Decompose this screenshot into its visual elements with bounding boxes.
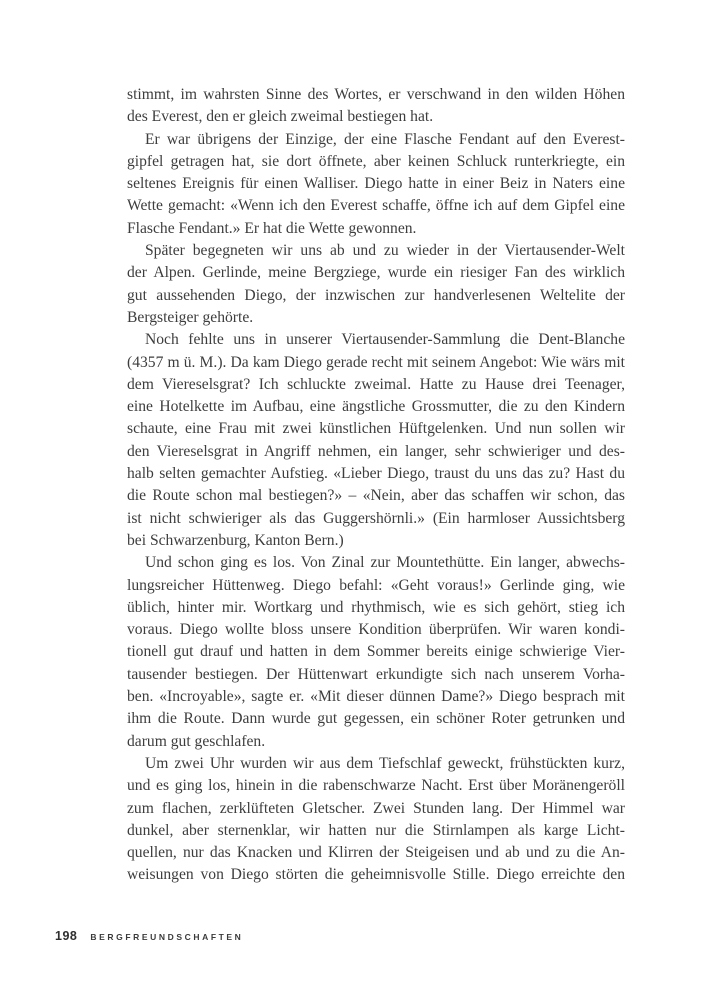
page-number: 198 bbox=[55, 929, 78, 943]
paragraph bbox=[127, 329, 625, 552]
text-line: der Alpen. Gerlinde, meine Bergziege, wurde ein riesiger Fan des wirklich bbox=[127, 264, 625, 282]
text-line: den Viereselsgrat in Angriff nehmen, ein langer, sehr schwieriger und des- bbox=[127, 442, 625, 460]
text-line: weisungen von Diego störten die geheimnisvolle Stille. Diego erreichte den bbox=[127, 866, 625, 884]
text-line: gut aussehenden Diego, der inzwischen zur handverlesenen Weltelite der bbox=[127, 286, 625, 304]
text-line: Und schon ging es los. Von Zinal zur Mountethütte. Ein langer, abwechs- bbox=[145, 554, 625, 572]
paragraph bbox=[127, 753, 625, 887]
paragraph bbox=[127, 129, 625, 240]
text-line: tausender bestiegen. Der Hüttenwart erkundigte sich nach unserem Vorha- bbox=[127, 665, 625, 683]
text-line: Später begegneten wir uns ab und zu wieder in der Viertausender-Welt bbox=[145, 242, 625, 260]
text-line: quellen, nur das Knacken und Klirren der Steigeisen und ab und zu die An- bbox=[127, 844, 625, 862]
text-line: des Everest, den er gleich zweimal bestiegen hat. bbox=[127, 108, 434, 126]
text-line: ben. «Incroyable», sagte er. «Mit dieser dünnen Dame?» Diego besprach mit bbox=[127, 688, 625, 706]
text-line: dem Viereselsgrat? Ich schluckte zweimal. Hatte zu Hause drei Teenager, bbox=[127, 375, 625, 393]
text-line: stimmt, im wahrsten Sinne des Wortes, er verschwand in den wilden Höhen bbox=[127, 86, 625, 103]
text-line: Flasche Fendant.» Er hat die Wette gewonnen. bbox=[127, 219, 417, 237]
text-line: Um zwei Uhr wurden wir aus dem Tiefschlaf geweckt, frühstückten kurz, bbox=[145, 754, 625, 772]
text-line: Wette gemacht: «Wenn ich den Everest schaffe, öffne ich auf dem Gipfel eine bbox=[127, 197, 625, 215]
running-title: BERGFREUNDSCHAFTEN bbox=[90, 932, 244, 942]
text-line: ihm die Route. Dann wurde gut gegessen, ein schöner Roter getrunken und bbox=[127, 710, 625, 728]
text-line: Bergsteiger gehörte. bbox=[127, 308, 254, 326]
text-line: Noch fehlte uns in unserer Viertausender-Sammlung die Dent-Blanche bbox=[145, 331, 625, 349]
body-text bbox=[127, 84, 625, 887]
paragraph bbox=[127, 84, 625, 129]
text-line: seltenes Ereignis für einen Walliser. Diego hatte in einer Beiz in Naters eine bbox=[127, 175, 625, 193]
text-line: lungsreicher Hüttenweg. Diego befahl: «Geht voraus!» Gerlinde ging, wie bbox=[127, 576, 625, 594]
paragraph bbox=[127, 552, 625, 753]
text-line: bei Schwarzenburg, Kanton Bern.) bbox=[127, 531, 344, 549]
text-line: üblich, hinter mir. Wortkarg und rhythmisch, wie es sich gehört, stieg ich bbox=[127, 598, 625, 616]
text-line: eine Hotelkette im Aufbau, eine ängstliche Grossmutter, die zu den Kindern bbox=[127, 398, 625, 416]
text-line: halb selten gemachter Aufstieg. «Lieber Diego, traust du uns das zu? Hast du bbox=[127, 465, 625, 483]
text-line: voraus. Diego wollte bloss unsere Kondition überprüfen. Wir waren kondi- bbox=[127, 621, 625, 639]
text-line: darum gut geschlafen. bbox=[127, 732, 266, 750]
paragraph bbox=[127, 240, 625, 329]
text-line: ist nicht schwieriger als das Guggershörnli.» (Ein harmloser Aussichtsberg bbox=[127, 509, 625, 527]
text-line: dunkel, aber sternenklar, wir hatten nur die Stirnlampen als karge Licht- bbox=[127, 821, 625, 839]
text-line: schaute, eine Frau mit zwei künstlichen Hüftgelenken. Und nun sollen wir bbox=[127, 420, 625, 438]
page-footer bbox=[55, 929, 243, 943]
text-line: und es ging los, hinein in die rabenschwarze Nacht. Erst über Moränengeröll bbox=[127, 777, 625, 795]
text-line: tionell gut drauf und hatten in dem Sommer bereits einige schwierige Vier- bbox=[127, 643, 625, 661]
text-line: Er war übrigens der Einzige, der eine Flasche Fendant auf den Everest- bbox=[145, 130, 625, 148]
text-line: die Route schon mal bestiegen?» – «Nein, aber das schaffen wir schon, das bbox=[127, 487, 625, 505]
text-line: gipfel getragen hat, sie dort öffnete, aber keinen Schluck runterkriegte, ein bbox=[127, 152, 625, 170]
text-line: (4357 m ü. M.). Da kam Diego gerade recht mit seinem Angebot: Wie wärs mit bbox=[127, 353, 625, 371]
text-line: zum flachen, zerklüfteten Gletscher. Zwei Stunden lang. Der Himmel war bbox=[127, 799, 625, 817]
